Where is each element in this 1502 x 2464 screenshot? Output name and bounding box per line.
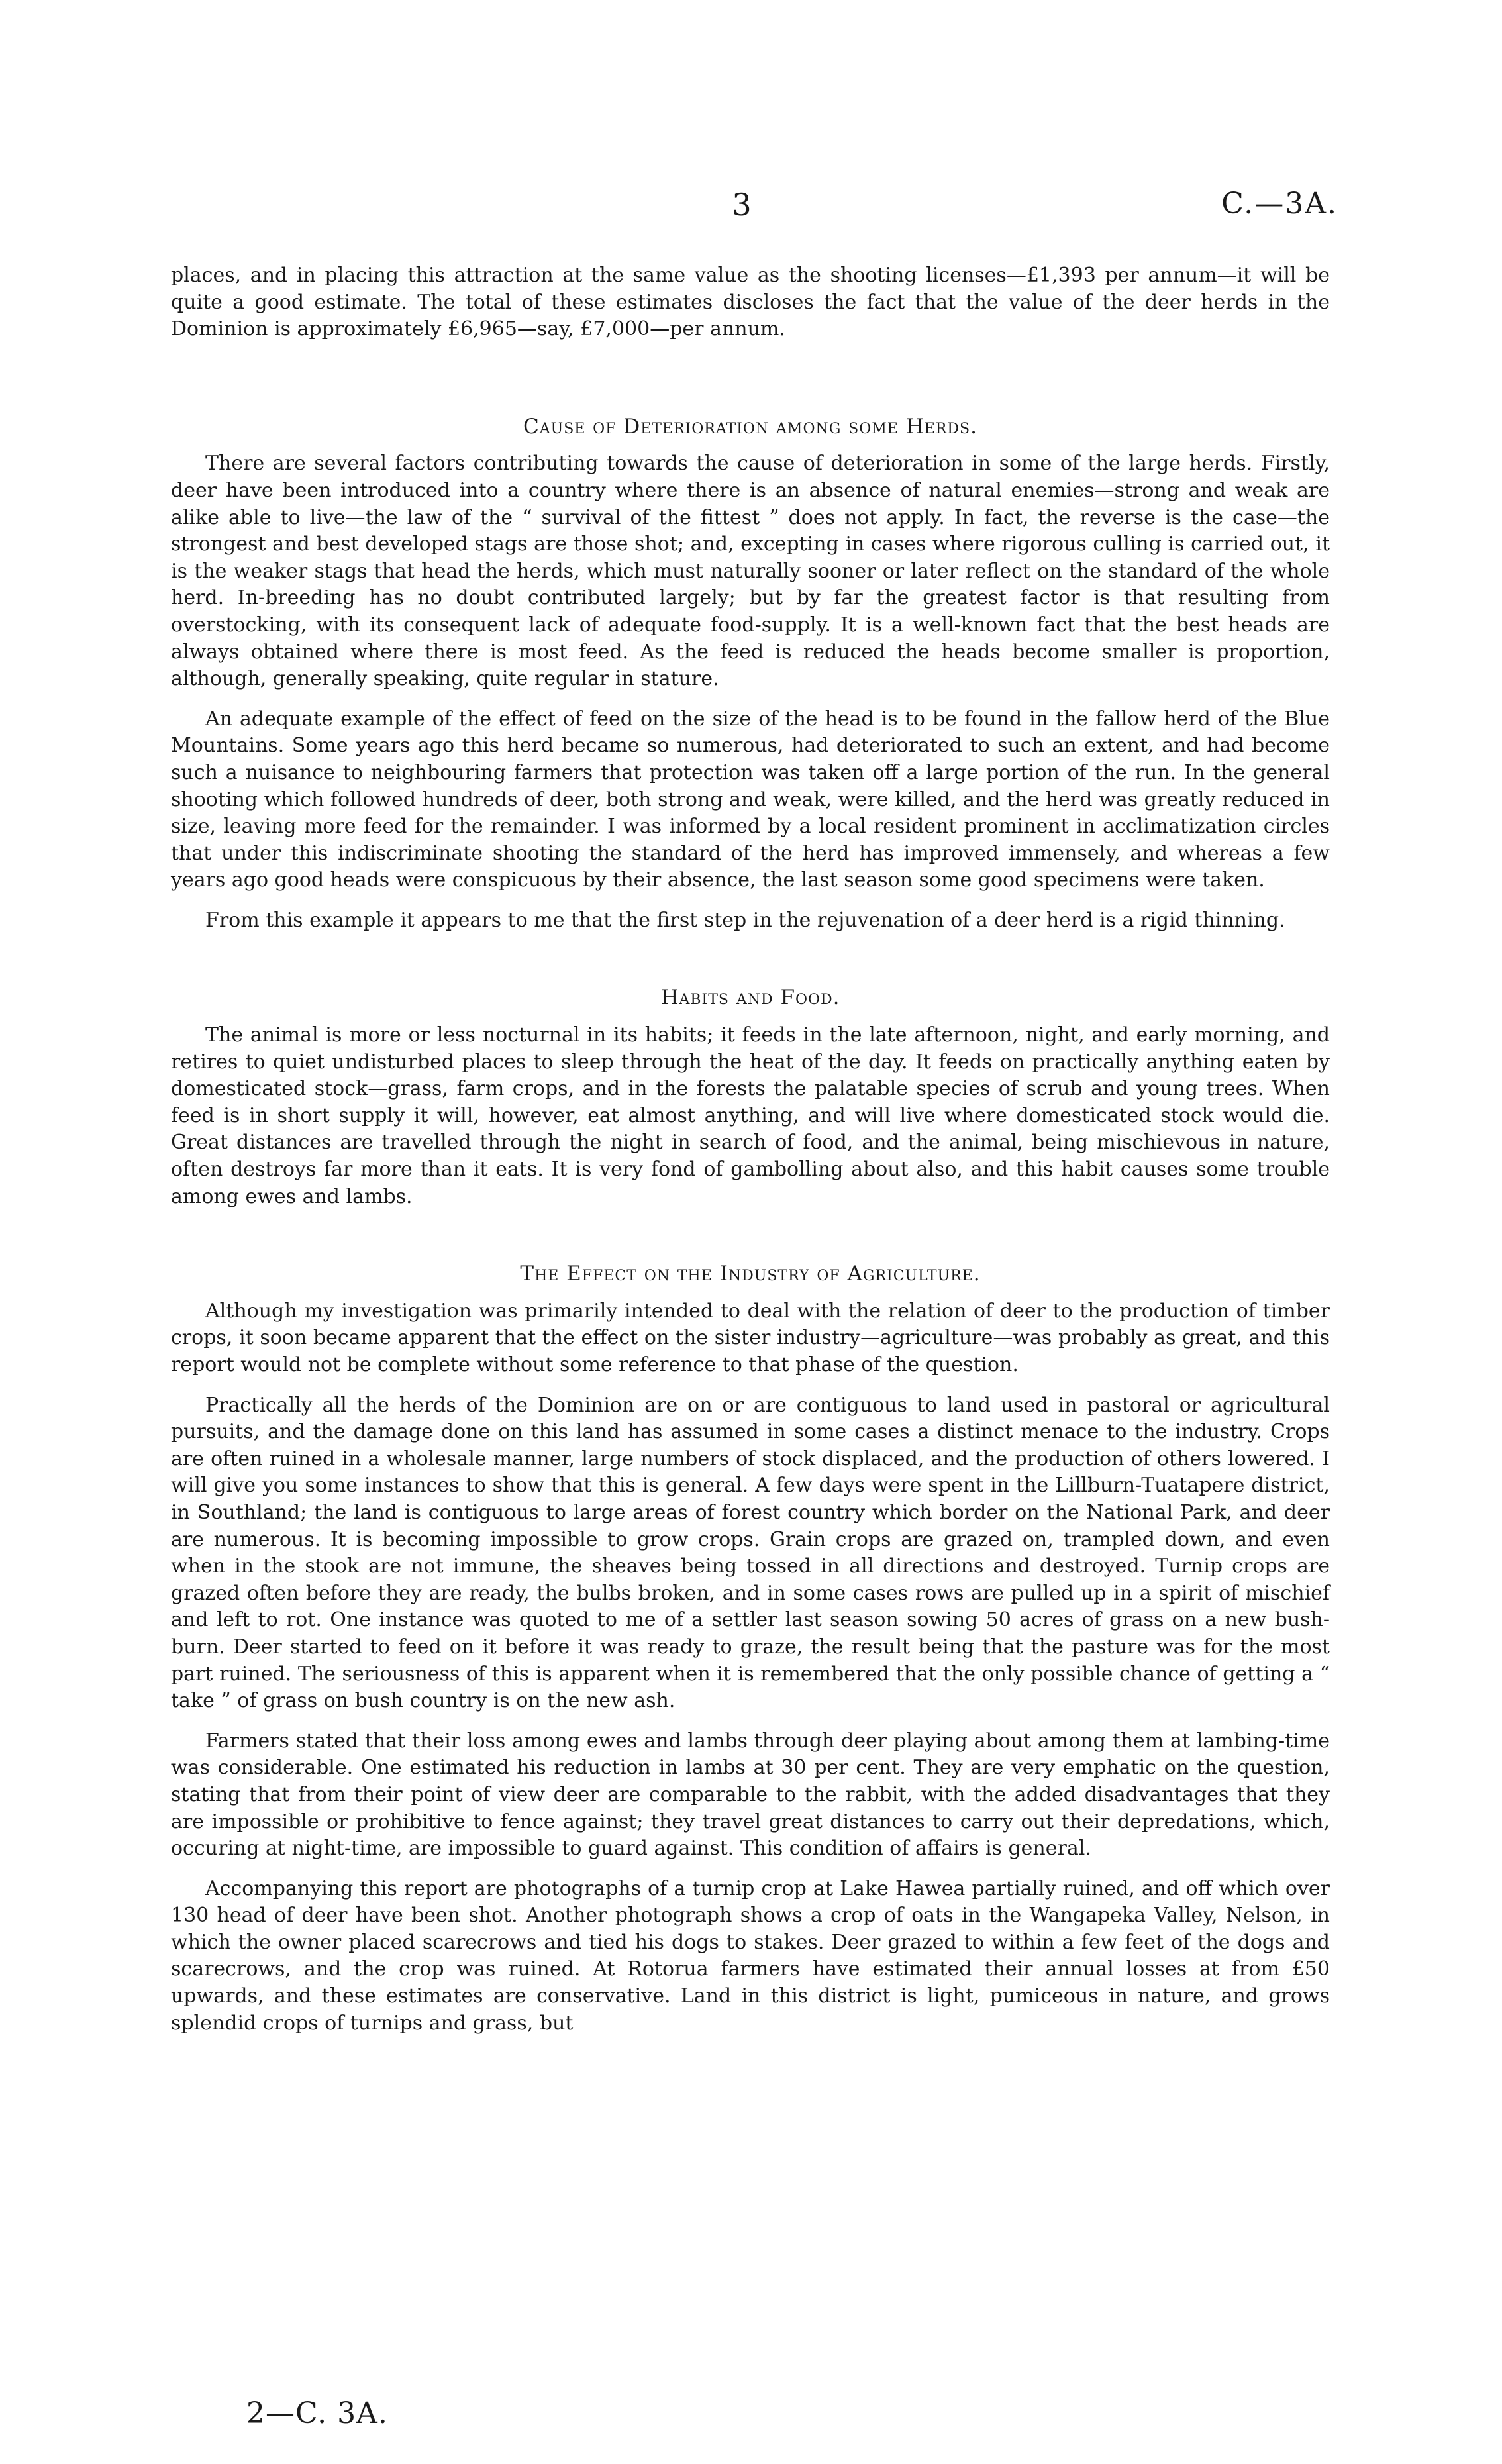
paragraph: The animal is more or less nocturnal in its habits; it feeds in the late afternoon, night, and early morning, and retires to quiet undisturbed places to sleep through the heat of the day. It feeds on practically anything eaten by domesticated stock—grass, farm crops, and in the forests the palatable species of scrub and young trees. When feed is in short supply it will, however, eat almost anything, and will live where domesticated stock would die. Great distances are travelled through the night in search of food, and the animal, being mischievous in nature, often destroys far more than it eats. It is very fond of gambolling about also, and this habit causes some trouble among ewes and lambs. xyxy=(171,1023,1330,1208)
paragraph: From this example it appears to me that the first step in the rejuvenation of a deer herd is a rigid thinning. xyxy=(205,908,1285,932)
section-heading-deterioration: Cause of Deterioration among some Herds. xyxy=(523,414,977,438)
document-reference: C.—3A. xyxy=(1221,187,1338,221)
paragraph: Farmers stated that their loss among ewes and lambs through deer playing about among them at lambing-time was considerable. One estimated his reduction in lambs at 30 per cent. They are very emphatic on the question, stating that from their point of view deer are comparable to the rabbit, with the added disadvantages that they are impossible or prohibitive to fence against; they travel great distances to carry out their depredations, which, occuring at night-time, are impossible to guard against. This condition of affairs is general. xyxy=(171,1729,1330,1861)
paragraph: Although my investigation was primarily intended to deal with the relation of deer to the production of timber crops, it soon became apparent that the effect on the sister industry—agriculture—was probably as great, and this report would not be complete without some reference to that phase of the question. xyxy=(171,1299,1330,1376)
paragraph: Accompanying this report are photographs of a turnip crop at Lake Hawea partially ruined, and off which over 130 head of deer have been shot. Another photograph shows a crop of oats in the Wangapeka Valley, Nelson, in which the owner placed scarecrows and tied his dogs to stakes. Deer grazed to within a few feet of the dogs and scarecrows, and the crop was ruined. At Rotorua farmers have estimated their annual losses at from £50 upwards, and these estimates are conservative. Land in this district is light, pumiceous in nature, and grows splendid crops of turnips and grass, but xyxy=(171,1876,1330,2035)
intro-paragraph: places, and in placing this attraction at the same value as the shooting licenses—£1,393 per annum—it will be quite a good estimate. The total of these estimates discloses the fact that the value of the deer herds in the Dominion is approximately £6,965—say, £7,000—per annum. xyxy=(171,264,1330,341)
page-number: 3 xyxy=(732,187,752,223)
footer-signature-mark: 2—C. 3A. xyxy=(246,2396,388,2430)
section-heading-habits: Habits and Food. xyxy=(660,986,840,1010)
paragraph: Practically all the herds of the Dominion are on or are contiguous to land used in pastoral or agricultural pursuits, and the damage done on this land has assumed in some cases a distinct menace to the industry. Crops are often ruined in a wholesale manner, large numbers of stock displaced, and the production of others lowered. I will give you some instances to show that this is general. A few days were spent in the Lillburn-Tuatapere district, in Southland; the land is contiguous to large areas of forest country which border on the National Park, and deer are numerous. It is becoming impossible to grow crops. Grain crops are grazed on, trampled down, and even when in the stook are not immune, the sheaves being tossed in all directions and destroyed. Turnip crops are grazed often before they are ready, the bulbs broken, and in some cases rows are pulled up in a spirit of mischief and left to rot. One instance was quoted to me of a settler last season sowing 50 acres of grass on a new bush-burn. Deer started to feed on it before it was ready to graze, the result being that the pasture was for the most part ruined. The seriousness of this is apparent when it is remembered that the only possible chance of getting a “ take ” of grass on bush country is on the new ash. xyxy=(171,1393,1330,1713)
paragraph: There are several factors contributing towards the cause of deterioration in some of the large herds. Firstly, deer have been introduced into a country where there is an absence of natural enemies—strong and weak are alike able to live—the law of the “ survival of the fittest ” does not apply. In fact, the reverse is the case—the strongest and best developed stags are those shot; and, excepting in cases where rigorous culling is carried out, it is the weaker stags that head the herds, which must naturally sooner or later reflect on the standard of the whole herd. In-breeding has no doubt contributed largely; but by far the greatest factor is that resulting from overstocking, with its consequent lack of adequate food-supply. It is a well-known fact that the best heads are always obtained where there is most feed. As the feed is reduced the heads become smaller is proportion, although, generally speaking, quite regular in stature. xyxy=(171,452,1330,691)
section-heading-agriculture: The Effect on the Industry of Agriculture. xyxy=(520,1262,981,1286)
body-text xyxy=(171,262,1330,2050)
paragraph: An adequate example of the effect of feed on the size of the head is to be found in the fallow herd of the Blue Mountains. Some years ago this herd became so numerous, had deteriorated to such an extent, and had become such a nuisance to neighbouring farmers that protection was taken off a large portion of the run. In the general shooting which followed hundreds of deer, both strong and weak, were killed, and the herd was greatly reduced in size, leaving more feed for the remainder. I was informed by a local resident prominent in acclimatization circles that under this indiscriminate shooting the standard of the herd has improved immensely, and whereas a few years ago good heads were conspicuous by their absence, the last season some good specimens were taken. xyxy=(171,707,1330,892)
